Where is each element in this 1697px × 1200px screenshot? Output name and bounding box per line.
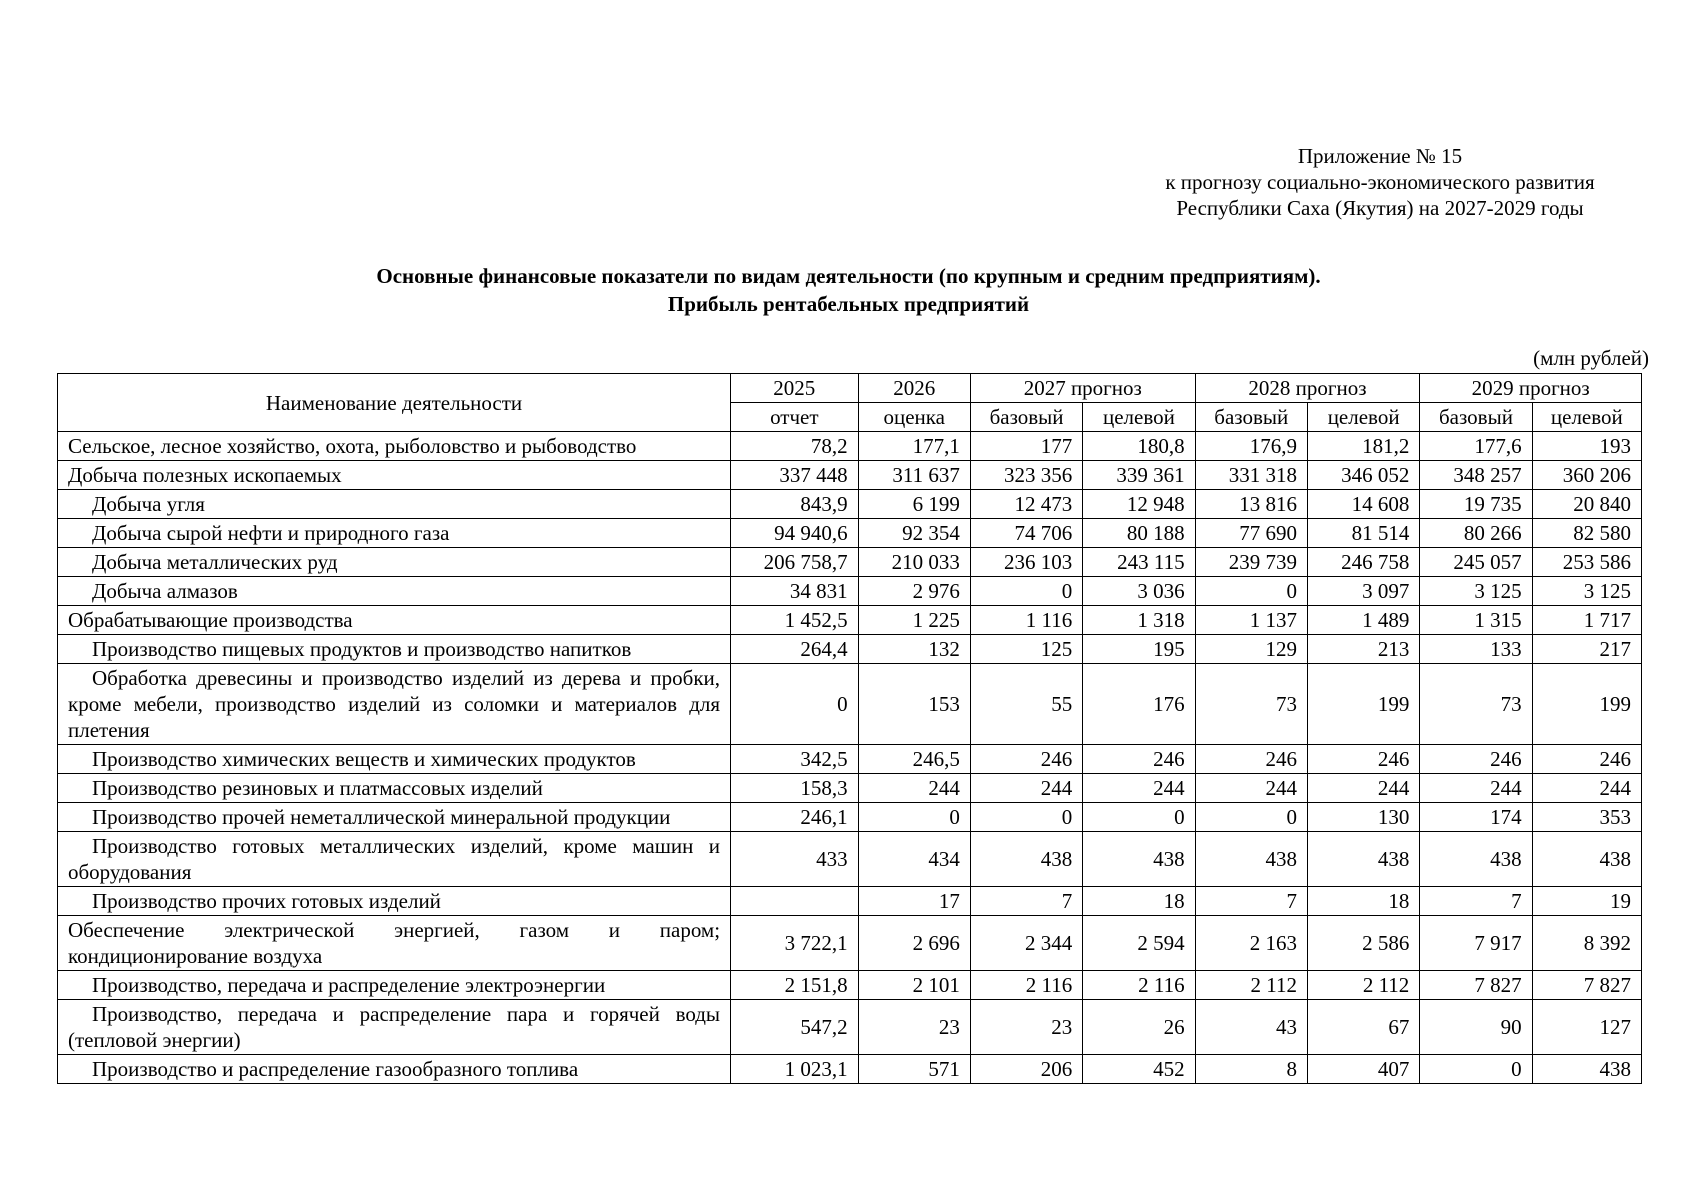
- value-cell: 264,4: [731, 635, 859, 664]
- value-cell: 133: [1420, 635, 1532, 664]
- value-cell: 253 586: [1532, 548, 1641, 577]
- header-2027-base: базовый: [970, 403, 1082, 432]
- header-2025-report: отчет: [731, 403, 859, 432]
- value-cell: 0: [970, 577, 1082, 606]
- value-cell: 434: [858, 832, 970, 887]
- activity-name: Добыча сырой нефти и природного газа: [58, 519, 731, 548]
- value-cell: 244: [970, 774, 1082, 803]
- value-cell: 177,1: [858, 432, 970, 461]
- value-cell: 1 225: [858, 606, 970, 635]
- activity-name: Добыча полезных ископаемых: [58, 461, 731, 490]
- header-2029-forecast: 2029 прогноз: [1420, 374, 1642, 403]
- value-cell: 0: [970, 803, 1082, 832]
- table-row: [58, 432, 1642, 461]
- value-cell: 80 266: [1420, 519, 1532, 548]
- value-cell: 6 199: [858, 490, 970, 519]
- value-cell: 78,2: [731, 432, 859, 461]
- value-cell: 244: [1195, 774, 1307, 803]
- value-cell: 348 257: [1420, 461, 1532, 490]
- value-cell: 43: [1195, 1000, 1307, 1055]
- activity-name: Производство прочих готовых изделий: [58, 887, 731, 916]
- appendix-header: [1100, 143, 1660, 221]
- value-cell: 210 033: [858, 548, 970, 577]
- value-cell: 1 452,5: [731, 606, 859, 635]
- activity-name: Производство и распределение газообразного топлива: [58, 1055, 731, 1084]
- value-cell: 239 739: [1195, 548, 1307, 577]
- value-cell: 14 608: [1307, 490, 1419, 519]
- value-cell: 244: [1532, 774, 1641, 803]
- value-cell: 2 151,8: [731, 971, 859, 1000]
- value-cell: 20 840: [1532, 490, 1641, 519]
- value-cell: 433: [731, 832, 859, 887]
- value-cell: 90: [1420, 1000, 1532, 1055]
- value-cell: 23: [858, 1000, 970, 1055]
- table-row: [58, 664, 1642, 745]
- value-cell: 77 690: [1195, 519, 1307, 548]
- table-row: [58, 490, 1642, 519]
- value-cell: 2 163: [1195, 916, 1307, 971]
- value-cell: 438: [970, 832, 1082, 887]
- value-cell: 18: [1083, 887, 1195, 916]
- value-cell: 8 392: [1532, 916, 1641, 971]
- activity-name: Обрабатывающие производства: [58, 606, 731, 635]
- value-cell: 7 827: [1420, 971, 1532, 1000]
- value-cell: 407: [1307, 1055, 1419, 1084]
- value-cell: 311 637: [858, 461, 970, 490]
- value-cell: 353: [1532, 803, 1641, 832]
- value-cell: 2 594: [1083, 916, 1195, 971]
- value-cell: 452: [1083, 1055, 1195, 1084]
- value-cell: 19: [1532, 887, 1641, 916]
- value-cell: 246: [970, 745, 1082, 774]
- value-cell: 12 948: [1083, 490, 1195, 519]
- table-row: [58, 971, 1642, 1000]
- value-cell: 246: [1195, 745, 1307, 774]
- value-cell: 2 344: [970, 916, 1082, 971]
- value-cell: 244: [1420, 774, 1532, 803]
- value-cell: 18: [1307, 887, 1419, 916]
- value-cell: 2 116: [970, 971, 1082, 1000]
- value-cell: 243 115: [1083, 548, 1195, 577]
- value-cell: 236 103: [970, 548, 1082, 577]
- value-cell: 193: [1532, 432, 1641, 461]
- value-cell: 82 580: [1532, 519, 1641, 548]
- units-note: (млн рублей): [1533, 346, 1649, 370]
- header-2028-base: базовый: [1195, 403, 1307, 432]
- table-row: [58, 635, 1642, 664]
- value-cell: 438: [1083, 832, 1195, 887]
- value-cell: 55: [970, 664, 1082, 745]
- appendix-region: Республики Саха (Якутия) на 2027-2029 годы: [1176, 196, 1584, 220]
- table-row: [58, 606, 1642, 635]
- value-cell: 7: [970, 887, 1082, 916]
- header-2026-estimate: оценка: [858, 403, 970, 432]
- value-cell: 176,9: [1195, 432, 1307, 461]
- value-cell: 92 354: [858, 519, 970, 548]
- table-row: [58, 461, 1642, 490]
- value-cell: 0: [731, 664, 859, 745]
- value-cell: 0: [1195, 577, 1307, 606]
- table-row: [58, 519, 1642, 548]
- value-cell: 80 188: [1083, 519, 1195, 548]
- value-cell: 339 361: [1083, 461, 1195, 490]
- activity-name: Производство прочей неметаллической минеральной продукции: [58, 803, 731, 832]
- header-activity-name: Наименование деятельности: [58, 374, 731, 432]
- value-cell: 3 036: [1083, 577, 1195, 606]
- activity-name: Производство, передача и распределение электроэнергии: [58, 971, 731, 1000]
- value-cell: 3 125: [1532, 577, 1641, 606]
- value-cell: 67: [1307, 1000, 1419, 1055]
- table-row: [58, 774, 1642, 803]
- value-cell: 1 489: [1307, 606, 1419, 635]
- table-row: [58, 745, 1642, 774]
- value-cell: 180,8: [1083, 432, 1195, 461]
- value-cell: 244: [1307, 774, 1419, 803]
- value-cell: 199: [1307, 664, 1419, 745]
- value-cell: 246 758: [1307, 548, 1419, 577]
- value-cell: 438: [1195, 832, 1307, 887]
- value-cell: 246: [1083, 745, 1195, 774]
- table-row: [58, 1000, 1642, 1055]
- value-cell: 12 473: [970, 490, 1082, 519]
- value-cell: 23: [970, 1000, 1082, 1055]
- value-cell: 174: [1420, 803, 1532, 832]
- value-cell: 3 097: [1307, 577, 1419, 606]
- value-cell: 1 318: [1083, 606, 1195, 635]
- value-cell: 34 831: [731, 577, 859, 606]
- header-2025-year: 2025: [731, 374, 859, 403]
- table-row: [58, 1055, 1642, 1084]
- table-row: [58, 832, 1642, 887]
- document-title: [0, 262, 1697, 318]
- value-cell: 246,1: [731, 803, 859, 832]
- value-cell: 438: [1420, 832, 1532, 887]
- value-cell: 73: [1420, 664, 1532, 745]
- value-cell: 2 696: [858, 916, 970, 971]
- activity-name: Обеспечение электрической энергией, газом и паром; кондиционирование воздуха: [58, 916, 731, 971]
- value-cell: 244: [858, 774, 970, 803]
- activity-name: Добыча металлических руд: [58, 548, 731, 577]
- header-2028-forecast: 2028 прогноз: [1195, 374, 1420, 403]
- value-cell: 73: [1195, 664, 1307, 745]
- value-cell: 217: [1532, 635, 1641, 664]
- value-cell: 199: [1532, 664, 1641, 745]
- table-row: [58, 916, 1642, 971]
- value-cell: 438: [1532, 1055, 1641, 1084]
- financial-table: [57, 373, 1642, 1084]
- activity-name: Сельское, лесное хозяйство, охота, рыболовство и рыбоводство: [58, 432, 731, 461]
- value-cell: 337 448: [731, 461, 859, 490]
- header-2026-year: 2026: [858, 374, 970, 403]
- value-cell: 346 052: [1307, 461, 1419, 490]
- value-cell: 3 722,1: [731, 916, 859, 971]
- activity-name: Производство пищевых продуктов и производство напитков: [58, 635, 731, 664]
- value-cell: 1 315: [1420, 606, 1532, 635]
- value-cell: 2 101: [858, 971, 970, 1000]
- value-cell: 181,2: [1307, 432, 1419, 461]
- title-line-2: Прибыль рентабельных предприятий: [667, 292, 1030, 316]
- value-cell: 13 816: [1195, 490, 1307, 519]
- header-2027-target: целевой: [1083, 403, 1195, 432]
- value-cell: 1 717: [1532, 606, 1641, 635]
- value-cell: 17: [858, 887, 970, 916]
- value-cell: 438: [1307, 832, 1419, 887]
- value-cell: 7 917: [1420, 916, 1532, 971]
- table-row: [58, 548, 1642, 577]
- value-cell: 245 057: [1420, 548, 1532, 577]
- value-cell: 127: [1532, 1000, 1641, 1055]
- value-cell: 177,6: [1420, 432, 1532, 461]
- value-cell: 206 758,7: [731, 548, 859, 577]
- value-cell: 3 125: [1420, 577, 1532, 606]
- value-cell: 843,9: [731, 490, 859, 519]
- activity-name: Обработка древесины и производство изделий из дерева и пробки, кроме мебели, производство изделий из соломки и материалов для плетения: [58, 664, 731, 745]
- value-cell: 2 112: [1307, 971, 1419, 1000]
- value-cell: 130: [1307, 803, 1419, 832]
- value-cell: 153: [858, 664, 970, 745]
- table-row: [58, 803, 1642, 832]
- value-cell: 7: [1195, 887, 1307, 916]
- value-cell: 206: [970, 1055, 1082, 1084]
- activity-name: Добыча угля: [58, 490, 731, 519]
- activity-name: Производство, передача и распределение пара и горячей воды (тепловой энергии): [58, 1000, 731, 1055]
- value-cell: 0: [1195, 803, 1307, 832]
- value-cell: 244: [1083, 774, 1195, 803]
- activity-name: Производство готовых металлических изделий, кроме машин и оборудования: [58, 832, 731, 887]
- value-cell: 571: [858, 1055, 970, 1084]
- value-cell: 1 116: [970, 606, 1082, 635]
- value-cell: 2 116: [1083, 971, 1195, 1000]
- value-cell: 81 514: [1307, 519, 1419, 548]
- header-2027-forecast: 2027 прогноз: [970, 374, 1195, 403]
- value-cell: 0: [1420, 1055, 1532, 1084]
- value-cell: 0: [1083, 803, 1195, 832]
- value-cell: 2 112: [1195, 971, 1307, 1000]
- value-cell: 360 206: [1532, 461, 1641, 490]
- value-cell: 2 976: [858, 577, 970, 606]
- activity-name: Производство резиновых и платмассовых изделий: [58, 774, 731, 803]
- value-cell: 129: [1195, 635, 1307, 664]
- value-cell: 74 706: [970, 519, 1082, 548]
- value-cell: 438: [1532, 832, 1641, 887]
- value-cell: 246: [1420, 745, 1532, 774]
- value-cell: 323 356: [970, 461, 1082, 490]
- table-row: [58, 577, 1642, 606]
- value-cell: 94 940,6: [731, 519, 859, 548]
- value-cell: 8: [1195, 1055, 1307, 1084]
- value-cell: 26: [1083, 1000, 1195, 1055]
- table-row: [58, 887, 1642, 916]
- value-cell: 19 735: [1420, 490, 1532, 519]
- value-cell: 246: [1532, 745, 1641, 774]
- value-cell: 195: [1083, 635, 1195, 664]
- appendix-number: Приложение № 15: [1297, 144, 1463, 168]
- appendix-reference: к прогнозу социально-экономического развития: [1165, 170, 1595, 194]
- value-cell: 1 137: [1195, 606, 1307, 635]
- value-cell: 7: [1420, 887, 1532, 916]
- activity-name: Добыча алмазов: [58, 577, 731, 606]
- value-cell: 246,5: [858, 745, 970, 774]
- title-line-1: Основные финансовые показатели по видам деятельности (по крупным и средним предприятиям).: [376, 264, 1321, 288]
- value-cell: 547,2: [731, 1000, 859, 1055]
- value-cell: 331 318: [1195, 461, 1307, 490]
- value-cell: 158,3: [731, 774, 859, 803]
- header-2028-target: целевой: [1307, 403, 1419, 432]
- value-cell: 7 827: [1532, 971, 1641, 1000]
- value-cell: 176: [1083, 664, 1195, 745]
- value-cell: 246: [1307, 745, 1419, 774]
- value-cell: 1 023,1: [731, 1055, 859, 1084]
- value-cell: 0: [858, 803, 970, 832]
- value-cell: 213: [1307, 635, 1419, 664]
- header-2029-target: целевой: [1532, 403, 1641, 432]
- value-cell: 132: [858, 635, 970, 664]
- value-cell: 2 586: [1307, 916, 1419, 971]
- value-cell: 342,5: [731, 745, 859, 774]
- value-cell: 177: [970, 432, 1082, 461]
- table-body: [58, 432, 1642, 1084]
- header-2029-base: базовый: [1420, 403, 1532, 432]
- value-cell: [731, 887, 859, 916]
- activity-name: Производство химических веществ и химических продуктов: [58, 745, 731, 774]
- value-cell: 125: [970, 635, 1082, 664]
